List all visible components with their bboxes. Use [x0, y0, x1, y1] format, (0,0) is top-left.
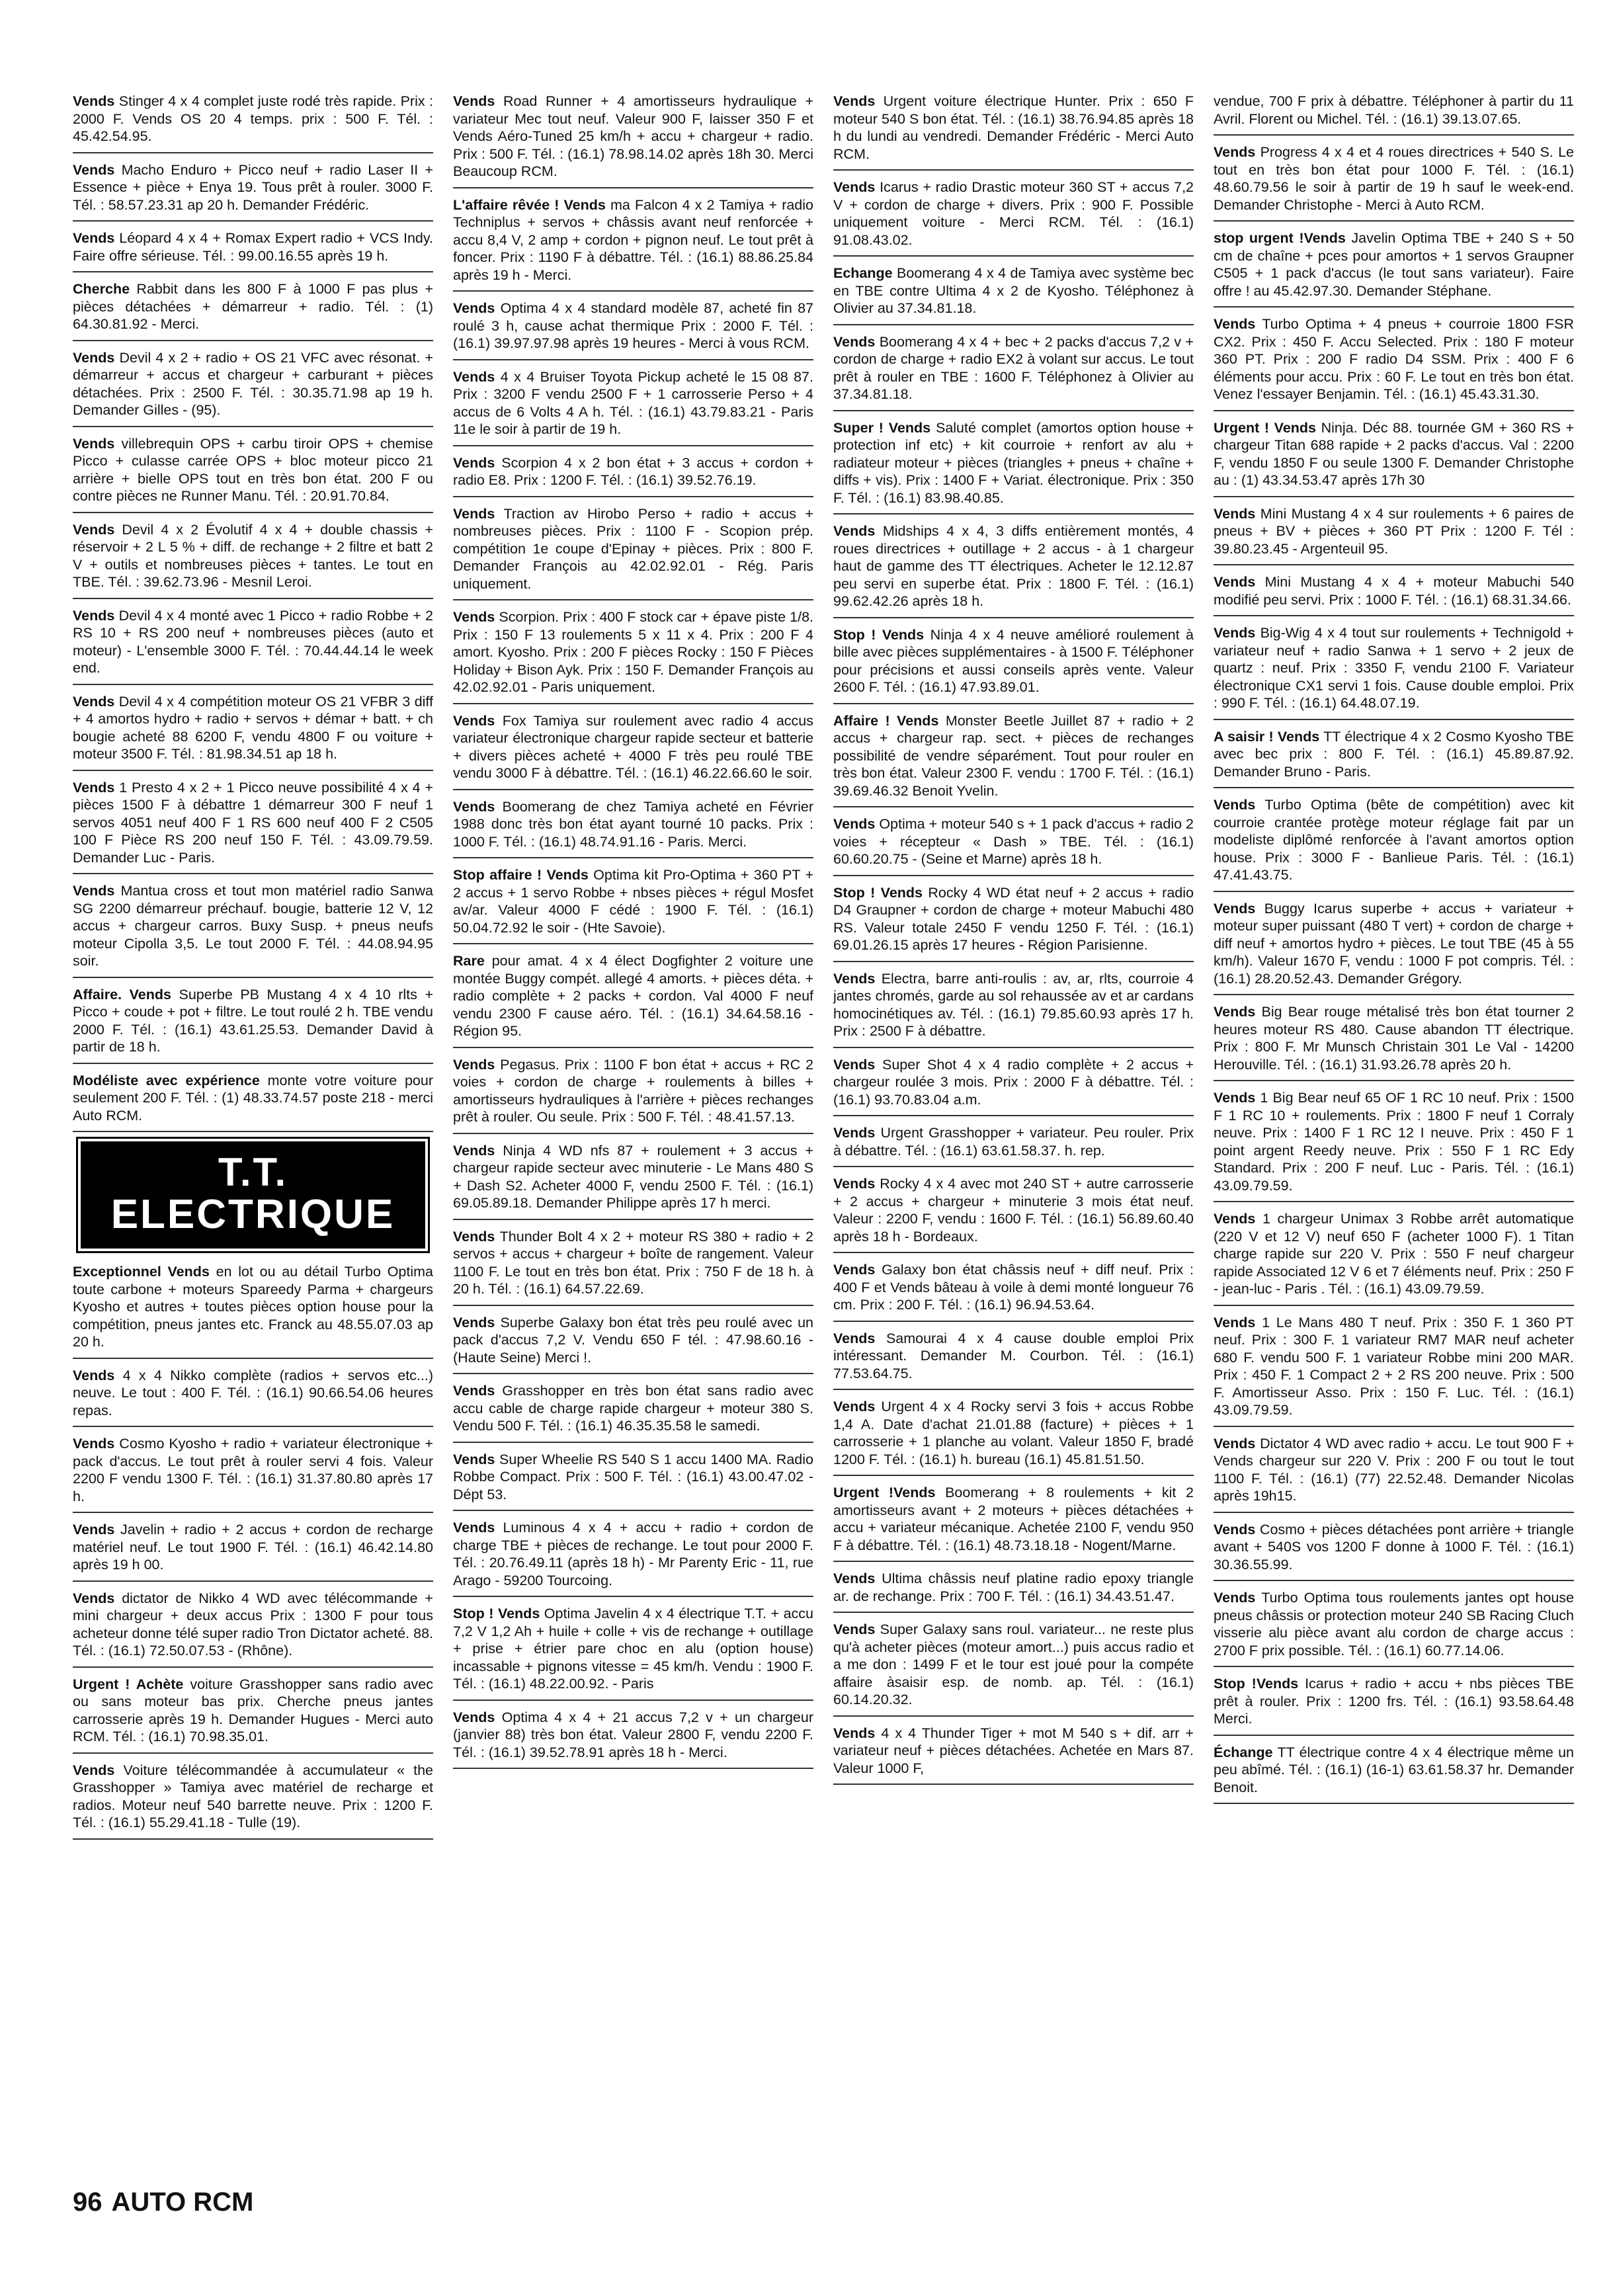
ad-lead: Vends — [73, 1436, 115, 1452]
classified-ad — [833, 626, 1194, 704]
classified-ad — [453, 798, 813, 859]
ad-text: Ultima châssis neuf platine radio epoxy triangle ar. de rechange. Prix : 700 F. Tél. : (16.1) 34.43.51.47. — [833, 1571, 1194, 1604]
ad-text: Javelin Optima TBE + 240 S + 50 cm de chaîne + pces pour amortos + 1 servos Graupner C505 + 1 pack d'accus (le tout sans variateur). Faire offre ! au 45.42.97.30. Demander Stéphane. — [1214, 230, 1574, 299]
ad-text: Boomerang 4 x 4 de Tamiya avec système bec en TBE contre Ultima 4 x 2 de Kyosho. Téléphonez à Olivier au 37.34.81.18. — [833, 265, 1194, 316]
ad-text: ma Falcon 4 x 2 Tamiya + radio Techniplus + servos + châssis avant neuf renforcée + accu 8,4 V, 2 amp + cordon + pignon neuf. Le tout prêt à foncer. Prix : 1190 F à débattre. Tél. : (16.1) 88.86.25.84 après 19 h - Merci. — [453, 196, 813, 283]
ad-text: Dictator 4 WD avec radio + accu. Le tout 900 F + Vends chargeur sur 220 V. Prix : 200 F ou tout le tout 1100 F. Tél. : (16.1) (77) 22.52.48. Demander Nicolas après 19h15. — [1214, 1435, 1574, 1504]
ad-lead: Vends — [833, 1725, 876, 1741]
ad-lead: Urgent ! Achète — [73, 1676, 184, 1692]
ad-text: Traction av Hirobo Perso + radio + accus + nombreuses pièces. Prix : 1100 F - Scopion prép. compétition 1e coupe d'Epinay + pièces. Prix : 800 F. Demander François au 42.02.92.01 - Rég. Paris uniquement. — [453, 505, 813, 592]
ad-lead: Vends — [833, 1399, 876, 1414]
classified-ad — [833, 1124, 1194, 1167]
classified-ad — [453, 608, 813, 704]
classified-ad — [453, 368, 813, 446]
ad-text: Road Runner + 4 amortisseurs hydraulique + variateur Mec tout neuf. Valeur 900 F, laisser 350 F et Vends Aéro-Tuned 25 km/h + accu + chargeur + radio. Prix : 500 F. Tél. : (16.1) 78.98.14.02 après 18h 30. Merci Beaucoup RCM. — [453, 93, 813, 179]
classified-ad — [453, 712, 813, 790]
ad-text: Icarus + radio Drastic moteur 360 ST + accus 7,2 V + cordon de charge + divers. Prix : 900 F. Possible uniquement voiture - Merci RCM. Tél. : (16.1) 91.08.43.02. — [833, 179, 1194, 248]
ad-columns — [73, 93, 1574, 2169]
classified-ad — [73, 882, 433, 978]
classified-ad — [833, 1621, 1194, 1717]
ad-lead: A saisir ! Vends — [1214, 728, 1320, 745]
ad-text: Big Bear rouge métalisé très bon état tourner 2 heures moteur RS 480. Cause abandon TT électrique. Prix : 800 F. Mr Munsch Christain 301 Le Val - 14200 Herouville. Tél. : (16.1) 31.93.26.78 après 20 h. — [1214, 1004, 1574, 1073]
ad-text: Optima kit Pro-Optima + 360 PT + 2 accus + 1 servo Robbe + nbses pièces + régul Mosfet av/ar. Valeur 4000 F cédé : 1900 F. Tél. : (16.1) 50.04.72.92 le soir - (Hte Savoie). — [453, 867, 813, 936]
ad-lead: Vends — [1214, 625, 1256, 641]
classified-ad — [1214, 1675, 1574, 1736]
ad-column-3 — [833, 93, 1194, 2169]
ad-lead: Vends — [453, 505, 495, 522]
classified-ad — [73, 280, 433, 341]
ad-lead: Modéliste avec expérience — [73, 1072, 260, 1088]
classified-ad — [453, 196, 813, 292]
ad-lead: Vends — [73, 349, 115, 366]
ad-lead: Vends — [453, 1142, 495, 1159]
section-banner — [81, 1141, 425, 1249]
ad-lead: Rare — [453, 953, 485, 969]
ad-lead: Vends — [453, 93, 495, 109]
classified-ad — [833, 333, 1194, 411]
ad-column-2 — [453, 93, 813, 2169]
classified-ad — [833, 93, 1194, 171]
classified-ad — [73, 521, 433, 599]
ad-text: Cosmo Kyosho + radio + variateur électronique + pack d'accus. Le tout prêt à rouler servi 4 fois. Valeur 2200 F vendu 1300 F. Tél. : (16.1) 31.37.80.80 après 17 h. — [73, 1436, 433, 1504]
ad-text: Monster Beetle Juillet 87 + radio + 2 accus + chargeur rap. sect. + pièces de rechanges possibilité de vendre séparément. Tout pour rouler en très bon état. Valeur 2300 F. vendu : 1700 F. Tél. : (16.1) 39.69.46.32 Benoit Yvelin. — [833, 712, 1194, 799]
classified-ad — [453, 454, 813, 497]
ad-text: pour amat. 4 x 4 élect Dogfighter 2 voiture une montée Buggy compét. allegé 4 amorts. + pièces déta. + radio complète + 2 packs + cordon. Val 4000 F neuf vendu 2300 F cause aéro. Tél. : (16.1) 34.64.58.16 - Région 95. — [453, 953, 813, 1039]
classified-ad — [1214, 1744, 1574, 1805]
ad-text: 1 Presto 4 x 2 + 1 Picco neuve possibilité 4 x 4 + pièces 1500 F à débattre 1 démarreur 300 F neuf 1 servos 4051 neuf 400 F 1 RS 600 neuf 400 F 2 C505 100 F Pièce RS 200 neuf 150 F. Tél. : 43.09.79.59. Demander Luc - Paris. — [73, 779, 433, 866]
classified-ad — [833, 970, 1194, 1048]
ad-text: Electra, barre anti-roulis : av, ar, rlts, courroie 4 jantes chromés, garde au sol rehaussée av et ar cardans homocinétiques av. Tél. : (16.1) 79.85.60.93 après 17 h. Prix : 2500 F à débattre. — [833, 970, 1194, 1039]
classified-ad — [73, 1590, 433, 1668]
classified-ad — [73, 1072, 433, 1133]
classified-ad — [833, 1484, 1194, 1562]
ad-text: Boomerang 4 x 4 + bec + 2 packs d'accus 7,2 v + cordon de charge + radio EX2 à volant sur accus. Le tout prêt à rouler en TBE : 1600 F. Téléphonez à Olivier au 37.34.81.18. — [833, 333, 1194, 402]
ad-text: Mantua cross et tout mon matériel radio Sanwa SG 2200 démarreur préchauf. bougie, batterie 12 V, 12 accus + chargeur carros. Buxy Susp. + pneus neufs moteur Cipolla 3,5. Le tout 2000 F. Tél. : 44.08.94.95 soir. — [73, 883, 433, 969]
classified-ad — [73, 1367, 433, 1428]
ad-lead: Vends — [833, 1176, 876, 1192]
ad-lead: Vends — [833, 1571, 876, 1586]
ad-text: Mini Mustang 4 x 4 + moteur Mabuchi 540 modifié peu servi. Prix : 1000 F. Tél. : (16.1) 68.31.34.66. — [1214, 574, 1574, 608]
ad-lead: Vends — [453, 1709, 495, 1725]
ad-lead: Exceptionnel Vends — [73, 1264, 210, 1280]
ad-lead: Vends — [73, 883, 115, 899]
classified-ad — [73, 435, 433, 513]
classified-ad — [833, 1398, 1194, 1476]
ad-text: Super Galaxy sans roul. variateur... ne reste plus qu'à acheter pièces (moteur amort...) puis accus radio et a me don : 1499 F et le tour est joué pour la compéte affaire àsaisir esp. de nomb. ap. Tél. : (16.1) 60.14.20.32. — [833, 1621, 1194, 1707]
ad-lead: Vends — [73, 1762, 115, 1778]
ad-text: Optima + moteur 540 s + 1 pack d'accus + radio 2 voies + récepteur « Dash » TBE. Tél. : (16.1) 60.60.20.75 - (Seine et Marne) après 18 h. — [833, 816, 1194, 867]
ad-lead: Vends — [453, 712, 495, 729]
ad-lead: Stop ! Vends — [833, 884, 923, 901]
classified-ad — [453, 1519, 813, 1597]
ad-text: vendue, 700 F prix à débattre. Téléphoner à partir du 11 Avril. Florent ou Michel. Tél. : (16.1) 39.13.07.65. — [1214, 93, 1574, 127]
ad-text: Devil 4 x 2 + radio + OS 21 VFC avec résonat. + démarreur + accus et chargeur + carburant + pièces détachées. Prix : 2500 F. Tél. : 30.35.71.98 ap 19 h. Demander Gilles - (95). — [73, 349, 433, 418]
classified-ad — [1214, 796, 1574, 892]
classified-ad — [73, 229, 433, 272]
ad-text: Voiture télécommandée à accumulateur « the Grasshopper » Tamiya avec matériel de recharge et radios. Moteur neuf 540 barrette neuve. Prix : 1200 F. Tél. : (16.1) 55.29.41.18 - Tulle (19). — [73, 1762, 433, 1830]
ad-text: Mini Mustang 4 x 4 sur roulements + 6 paires de pneus + BV + pièces + 360 PT Prix : 1200 F. Tél : 39.80.23.45 - Argenteuil 95. — [1214, 505, 1574, 557]
classified-ad — [833, 712, 1194, 808]
ad-text: Devil 4 x 4 monté avec 1 Picco + radio Robbe + 2 RS 10 + RS 200 neuf + nombreuses pièces (auto et moteur) - L'ensemble 3000 F. Tél. : 70.44.44.14 le week end. — [73, 607, 433, 676]
classified-ad — [833, 522, 1194, 618]
classified-ad — [1214, 93, 1574, 136]
ad-lead: Vends — [453, 454, 495, 471]
ad-text: Scorpion 4 x 2 bon état + 3 accus + cordon + radio E8. Prix : 1200 F. Tél. : (16.1) 39.52.76.19. — [453, 454, 813, 488]
ad-lead: Vends — [833, 333, 876, 350]
ad-text: Boomerang de chez Tamiya acheté en Février 1988 donc très bon état ayant tourné 10 packs. Prix : 1000 F. Tél. : (16.1) 48.74.91.16 - Paris. Merci. — [453, 798, 813, 850]
ad-lead: Urgent !Vends — [833, 1485, 936, 1500]
classified-ad — [1214, 1435, 1574, 1513]
ad-text: Léopard 4 x 4 + Romax Expert radio + VCS Indy. Faire offre sérieuse. Tél. : 99.00.16.55 après 19 h. — [73, 230, 433, 264]
classified-ad — [1214, 1003, 1574, 1081]
ad-text: Rabbit dans les 800 F à 1000 F pas plus + pièces détachées + démarreur + radio. Tél. : (1) 64.30.81.92 - Merci. — [73, 281, 433, 332]
ad-text: Fox Tamiya sur roulement avec radio 4 accus variateur électronique chargeur rapide secteur et batterie + divers pièces acheté + 4000 F très peu roulé TBE vendu 3000 F à débattre. Tél. : (16.1) 46.22.66.60 le soir. — [453, 712, 813, 781]
ad-text: Thunder Bolt 4 x 2 + moteur RS 380 + radio + 2 servos + accus + chargeur + boîte de rangement. Valeur 1100 F. Le tout en très bon état. Prix : 750 F de 18 h. à 20 h. Tél. : (16.1) 64.57.22.69. — [453, 1228, 813, 1297]
ad-text: monte votre voiture pour seulement 200 F. Tél. : (1) 48.33.74.57 poste 218 - merci Auto RCM. — [73, 1072, 433, 1124]
ad-lead: Vends — [453, 798, 495, 815]
ad-lead: Vends — [833, 1262, 876, 1278]
ad-text: Rocky 4 WD état neuf + 2 accus + radio D4 Graupner + cordon de charge + moteur Mabuchi 480 RS. Valeur totale 2450 F vendu 1250 F. Tél. : (16.1) 69.01.26.15 après 17 heures - Région Parisienne. — [833, 884, 1194, 953]
ad-lead: Cherche — [73, 281, 130, 297]
ad-text: TT électrique contre 4 x 4 électrique même un peu abîmé. Tél. : (16.1) (16-1) 63.61.58.37 hr. Demander Benoit. — [1214, 1744, 1574, 1795]
ad-text: 4 x 4 Nikko complète (radios + servos etc...) neuve. Le tout : 400 F. Tél. : (16.1) 90.66.54.06 heures repas. — [73, 1367, 433, 1418]
ad-lead: Vends — [833, 816, 876, 832]
classified-ad — [833, 1570, 1194, 1613]
classified-ad — [453, 1709, 813, 1770]
page-footer — [73, 2182, 253, 2222]
ad-text: Saluté complet (amortos option house + protection inf etc) + kit courroie + renfort av alu + radiateur moteur + pièces (triangles + pneus + chaîne + diffs + vis). Prix : 1400 F + Variat. électronique. Prix : 350 F. Tél. : (16.1) 83.98.40.85. — [833, 419, 1194, 506]
ad-text: Super Wheelie RS 540 S 1 accu 1400 MA. Radio Robbe Compact. Prix : 500 F. Tél. : (16.1) 43.00.47.02 - Dépt 53. — [453, 1451, 813, 1502]
classified-ad — [453, 300, 813, 360]
classified-ad — [453, 1314, 813, 1375]
ad-lead: Vends — [453, 609, 495, 625]
ad-lead: Vends — [1214, 900, 1256, 917]
classified-ad — [73, 779, 433, 875]
classified-ad — [453, 1382, 813, 1443]
ad-lead: Vends — [453, 1383, 495, 1399]
ad-text: Ninja 4 x 4 neuve amélioré roulement à bille avec pièces supplémentaires - à 1500 F. Téléphoner pour précisions et aussi conseils après vente. Valeur 2600 F. Tél. : (16.1) 47.93.89.01. — [833, 626, 1194, 695]
classified-ad — [1214, 1089, 1574, 1202]
ad-column-4 — [1214, 93, 1574, 2169]
ad-lead: Affaire. Vends — [73, 986, 171, 1003]
classified-ad — [833, 1725, 1194, 1785]
ad-text: 1 chargeur Unimax 3 Robbe arrêt automatique (220 V et 12 V) neuf 650 F (acheter 1000 F). 1 Titan charge rapide sur 220 V. Prix : 550 F neuf chargeur rapide Associated 12 V 6 et 7 éléments neuf. Prix : 250 F - jean-luc - Paris . Tél. : (16.1) 43.09.79.59. — [1214, 1211, 1574, 1297]
ad-text: Stinger 4 x 4 complet juste rodé très rapide. Prix : 2000 F. Vends OS 20 4 temps. prix : 500 F. Tél. : 45.42.54.95. — [73, 93, 433, 144]
classified-ad — [833, 884, 1194, 962]
ad-text: Urgent Grasshopper + variateur. Peu rouler. Prix à débattre. Tél. : (16.1) 63.61.58.37. h. rep. — [833, 1125, 1194, 1159]
ad-lead: Vends — [1214, 505, 1256, 522]
classified-ad — [73, 161, 433, 222]
section-banner-line2: ELECTRIQUE — [110, 1192, 395, 1237]
classified-ad — [1214, 728, 1574, 789]
ad-lead: Vends — [73, 1367, 115, 1383]
classified-ad — [453, 93, 813, 188]
ad-lead: Vends — [73, 607, 115, 624]
classified-ad — [833, 1330, 1194, 1391]
ad-text: Super Shot 4 x 4 radio complète + 2 accus + chargeur roulée 3 mois. Prix : 2000 F à débattre. Tél. : (16.1) 93.70.83.04 a.m. — [833, 1056, 1194, 1108]
ad-text: Midships 4 x 4, 3 diffs entièrement montés, 4 roues directrices + outillage + 2 accus - à 1 chargeur haut de gamme des TT électriques. Acheter le 12.12.87 peu servi en superbe état. Prix : 1800 F. Tél. : (16.1) 99.62.42.26 après 18 h. — [833, 523, 1194, 609]
ad-text: 4 x 4 Bruiser Toyota Pickup acheté le 15 08 87. Prix : 3200 F vendu 2500 F + 1 carrosserie Perso + 4 accus de 6 Volts 4 A h. Tél. : (16.1) 43.79.83.21 - Paris 11e le soir à partir de 19 h. — [453, 368, 813, 437]
page-number: 96 — [73, 2188, 103, 2217]
classified-ad — [1214, 505, 1574, 566]
ad-text: Buggy Icarus superbe + accus + variateur + moteur super puissant (480 T vert) + cordon de charge + diff neuf + amortos hydro + pièces. Le tout TBE (45 à 55 km/h). Valeur 1670 F, vendu : 1000 F pot compris. Tél. : (16.1) 28.20.52.43. Demander Grégory. — [1214, 900, 1574, 987]
ad-lead: Vends — [833, 1621, 876, 1637]
ad-text: Superbe Galaxy bon état très peu roulé avec un pack d'accus 7,2 V. Vendu 650 F tél. : 47.98.60.16 - (Haute Seine) Merci !. — [453, 1314, 813, 1366]
ad-text: Devil 4 x 2 Évolutif 4 x 4 + double chassis + réservoir + 2 L 5 % + diff. de rechange + 2 filtre et batt 2 V + outils et nombreuses pièces + tantes. Le tout en TBE. Tél. : 39.62.73.96 - Mesnil Leroi. — [73, 521, 433, 590]
classified-ad — [73, 693, 433, 771]
ad-text: Galaxy bon état châssis neuf + diff neuf. Prix : 400 F et Vends bâteau à voile à demi monté longueur 76 cm. Prix : 200 F. Tél. : (16.1) 96.94.53.64. — [833, 1262, 1194, 1313]
ad-text: Pegasus. Prix : 1100 F bon état + accus + RC 2 voies + cordon de charge + roulements à billes + amortisseurs hydrauliques à l'arrière + pièces rechanges prêt à rouler. Ou seule. Prix : 500 F. Tél. : 48.41.57.13. — [453, 1056, 813, 1125]
ad-lead: Vends — [73, 693, 115, 710]
ad-text: Turbo Optima (bête de compétition) avec kit courroie crantée protège moteur réglage fait par un modeliste diplômé renforcée à l'avant amortos option house. Prix : 3000 F - Banlieue Paris. Tél. : (16.1) 47.41.43.75. — [1214, 797, 1574, 883]
ad-lead: Vends — [73, 779, 115, 796]
classified-ad — [1214, 573, 1574, 616]
ad-text: 1 Le Mans 480 T neuf. Prix : 350 F. 1 360 PT neuf. Prix : 300 F. 1 variateur RM7 MAR neuf acheter 680 F. vendu 500 F. 1 variateur Robbe mini 200 MAR. Prix : 450 F. 1 Compact 2 + 2 RS 200 neuve. Prix : 500 F. Amortisseur Asso. Prix : 150 F. Luc. Tél. : (16.1) 43.09.79.59. — [1214, 1314, 1574, 1418]
ad-lead: Vends — [1214, 1211, 1256, 1227]
ad-lead: Stop ! Vends — [833, 626, 925, 643]
ad-text: Urgent 4 x 4 Rocky servi 3 fois + accus Robbe 1,4 A. Date d'achat 21.01.88 (facture) + pièces + 1 carrosserie + 1 planche au volant. Valeur 1850 F, bradé 1200 F. Tél. : (16.1) h. bureau (16.1) 45.81.51.50. — [833, 1399, 1194, 1467]
ad-text: Superbe PB Mustang 4 x 4 10 rlts + Picco + coude + pot + filtre. Le tout roulé 2 h. TBE vendu 2000 F. Tél. : (16.1) 43.61.25.53. Demander David à partir de 18 h. — [73, 986, 433, 1055]
ad-text: Ninja. Déc 88. tournée GM + 360 RS + chargeur Titan 688 rapide + 2 packs d'accus. Val : 2200 F, vendu 1850 F ou seule 1300 F. Demander Christophe au : (1) 43.34.53.47 après 17h 30 — [1214, 419, 1574, 488]
classified-ad — [833, 1175, 1194, 1253]
classified-ad — [1214, 315, 1574, 411]
classified-ad — [453, 952, 813, 1048]
ad-lead: Vends — [833, 93, 876, 109]
ad-text: Rocky 4 x 4 avec mot 240 ST + autre carrosserie + 2 accus + chargeur + minuterie 3 mois état neuf. Valeur : 2200 F, vendu : 1600 F. Tél. : (16.1) 56.89.60.40 après 18 h - Bordeaux. — [833, 1176, 1194, 1245]
ad-text: TT électrique 4 x 2 Cosmo Kyosho TBE avec bec prix : 800 F. Tél. : (16.1) 45.89.87.92. Demander Bruno - Paris. — [1214, 728, 1574, 780]
ad-lead: Vends — [73, 1590, 115, 1606]
classified-ad — [833, 1261, 1194, 1322]
ad-lead: Vends — [833, 1125, 876, 1141]
classified-ad — [73, 1762, 433, 1840]
ad-text: voiture Grasshopper sans radio avec ou sans moteur bas prix. Cherche pneus jantes carrosserie après 19 h. Demander Hugues - Merci auto RCM. Tél. : (16.1) 70.98.35.01. — [73, 1676, 433, 1744]
ad-lead: stop urgent !Vends — [1214, 230, 1346, 246]
ad-lead: Vends — [73, 1522, 115, 1538]
classified-ad — [453, 1228, 813, 1306]
ad-lead: Échange — [1214, 1744, 1273, 1760]
ad-lead: Vends — [73, 161, 115, 178]
ad-text: Optima 4 x 4 standard modèle 87, acheté fin 87 roulé 3 h, cause achat thermique Prix : 2000 F. Tél. : (16.1) 39.97.97.98 après 19 heures - Merci à vous RCM. — [453, 300, 813, 351]
ad-text: Boomerang + 8 roulements + kit 2 amortisseurs avant + 2 moteurs + pièces détachées + accu + variateur mécanique. Achetée 2100 F, vendu 950 F à débattre. Tél. : (16.1) 48.73.18.18 - Nogent/Marne. — [833, 1485, 1194, 1553]
ad-lead: Vends — [833, 523, 876, 539]
ad-lead: Vends — [833, 179, 876, 195]
ad-lead: Vends — [1214, 316, 1256, 332]
classified-ad — [453, 1451, 813, 1512]
classified-ad — [833, 815, 1194, 876]
classified-ad — [1214, 900, 1574, 996]
ad-text: dictator de Nikko 4 WD avec télécommande + mini chargeur + deux accus Prix : 1300 F pour tous acheteur donne télé super radio Tron Dictator acheté. 88. Tél. : (16.1) 72.50.07.53 - (Rhône). — [73, 1590, 433, 1659]
classified-ad — [453, 866, 813, 944]
classified-ad — [73, 986, 433, 1064]
ad-lead: Super ! Vends — [833, 419, 931, 436]
ad-lead: Vends — [1214, 144, 1256, 160]
classified-ad — [833, 419, 1194, 515]
section-banner-line1: T.T. — [218, 1150, 288, 1194]
ad-lead: Echange — [833, 265, 893, 281]
ad-lead: Vends — [1214, 1004, 1256, 1020]
ad-lead: Vends — [1214, 1090, 1256, 1106]
ad-lead: L'affaire rêvée ! Vends — [453, 196, 606, 213]
ad-lead: Vends — [453, 1314, 495, 1331]
classified-ad — [1214, 419, 1574, 497]
ad-text: Samourai 4 x 4 cause double emploi Prix intéressant. Demander M. Courbon. Tél. : (16.1) 77.53.64.75. — [833, 1330, 1194, 1381]
ad-lead: Vends — [453, 1520, 495, 1536]
ad-text: Devil 4 x 4 compétition moteur OS 21 VFBR 3 diff + 4 amortos hydro + radio + servos + démar + batt. + ch bougie acheté 88 6200 F, vendu 4800 F ou voiture + moteur 3500 F. Tél. : 81.98.34.51 ap 18 h. — [73, 693, 433, 762]
ad-lead: Vends — [1214, 574, 1256, 590]
classified-ad — [1214, 144, 1574, 222]
ad-text: Optima 4 x 4 + 21 accus 7,2 v + un chargeur (janvier 88) très bon état. Valeur 2800 F, vendu 2200 F. Tél. : (16.1) 39.52.78.91 après 18 h - Merci. — [453, 1709, 813, 1760]
ad-text: Scorpion. Prix : 400 F stock car + épave piste 1/8. Prix : 150 F 13 roulements 5 x 11 x 4. Prix : 200 F 4 amort. Kyosho. Prix : 200 F pièces Rocky : 150 F Pièces Holiday + Bison Ayk. Prix : 150 F. Demander François au 42.02.92.01 - Paris uniquement. — [453, 609, 813, 695]
ad-lead: Urgent ! Vends — [1214, 419, 1316, 436]
ad-lead: Vends — [1214, 1314, 1256, 1331]
magazine-name: AUTO RCM — [111, 2188, 254, 2217]
classified-ad — [1214, 624, 1574, 720]
ad-text: Cosmo + pièces détachées pont arrière + triangle avant + 540S vos 1200 F donne à 1000 F. Tél. : (16.1) 30.36.55.99. — [1214, 1521, 1574, 1573]
classified-ad — [453, 1142, 813, 1220]
ad-text: Grasshopper en très bon état sans radio avec accu cable de charge rapide chargeur + moteur 380 S. Vendu 500 F. Tél. : (16.1) 46.35.35.58 le samedi. — [453, 1383, 813, 1434]
ad-text: en lot ou au détail Turbo Optima toute carbone + moteurs Spareedy Parma + chargeurs Kyosho et autres + toutes pièces option house pour la compétition, pneus jantes etc. Franck au 48.55.07.03 ap 20 h. — [73, 1264, 433, 1350]
ad-column-1 — [73, 93, 433, 2169]
ad-lead: Affaire ! Vends — [833, 712, 939, 729]
classified-ad — [73, 93, 433, 153]
ad-lead: Vends — [453, 1451, 495, 1467]
ad-lead: Stop affaire ! Vends — [453, 867, 589, 883]
ad-text: Icarus + radio + accu + nbs pièces TBE prêt à rouler. Prix : 1200 frs. Tél. : (16.1) 93.58.64.48 Merci. — [1214, 1676, 1574, 1727]
classified-ad — [833, 179, 1194, 257]
ad-lead: Vends — [1214, 1590, 1256, 1606]
ad-lead: Vends — [453, 300, 495, 316]
classified-ad — [73, 607, 433, 685]
ad-lead: Vends — [833, 1056, 876, 1073]
classified-ad — [833, 265, 1194, 325]
ad-lead: Vends — [453, 368, 495, 385]
ad-lead: Vends — [833, 970, 876, 987]
ad-lead: Vends — [73, 230, 115, 246]
ad-lead: Vends — [453, 1228, 495, 1245]
classified-ad — [73, 1521, 433, 1582]
classified-ad — [1214, 1314, 1574, 1427]
ad-text: Big-Wig 4 x 4 tout sur roulements + Technigold + variateur neuf + radio Sanwa + 1 servo + 2 jeux de quartz : neuf. Prix : 3350 F, vendu 2100 F. Variateur électronique CX1 servi 1 fois. Cause double emploi. Prix : 990 F. Tél. : (16.1) 64.48.07.19. — [1214, 625, 1574, 711]
ad-text: Luminous 4 x 4 + accu + radio + cordon de charge TBE + pièces de rechange. Le tout pour 2000 F. Tél. : 20.76.49.11 (après 18 h) - Mr Parenty Eric - 11, rue Arago - 59200 Tourcoing. — [453, 1520, 813, 1588]
ad-text: Macho Enduro + Picco neuf + radio Laser II + Essence + pièce + Enya 19. Tous prêt à rouler. 3000 F. Tél. : 58.57.23.31 ap 20 h. Demander Frédéric. — [73, 161, 433, 213]
classified-ad — [73, 1263, 433, 1359]
ad-text: Ninja 4 WD nfs 87 + roulement + 3 accus + chargeur rapide secteur avec minuterie - Le Mans 480 S + Dash S2. Acheter 4000 F, vendu 2500 F. Tél. : (16.1) 69.05.89.18. Demander Philippe après 17 h merci. — [453, 1142, 813, 1211]
ad-lead: Vends — [73, 521, 115, 538]
classified-ad — [73, 349, 433, 427]
ad-lead: Stop ! Vends — [453, 1606, 540, 1621]
ad-lead: Stop !Vends — [1214, 1676, 1299, 1692]
ad-lead: Vends — [453, 1056, 495, 1073]
ad-text: Optima Javelin 4 x 4 électrique T.T. + accu 7,2 V 1,2 Ah + huile + colle + vis de rechange + outillage + prise + étrier pare choc en alu (option house) incassable + pignons vitesse = 45 km/h. Vendu : 1900 F. Tél. : (16.1) 48.22.00.92. - Paris — [453, 1606, 813, 1692]
classified-ad — [453, 1056, 813, 1134]
classified-ad — [453, 505, 813, 601]
classified-ad — [453, 1605, 813, 1701]
classified-ad — [1214, 1521, 1574, 1582]
ad-lead: Vends — [833, 1330, 876, 1346]
classified-ad — [73, 1676, 433, 1754]
ad-text: villebrequin OPS + carbu tiroir OPS + chemise Picco + culasse carrée OPS + bloc moteur picco 21 arrière + bielle OPS tout en très bon état. 200 F ou contre pièces ne Runner Manu. Tél. : 20.91.70.84. — [73, 435, 433, 504]
ad-lead: Vends — [1214, 1435, 1256, 1452]
classified-ad — [73, 1435, 433, 1513]
classified-ad — [833, 1056, 1194, 1117]
classified-ad — [1214, 1589, 1574, 1667]
ad-lead: Vends — [73, 435, 115, 452]
ad-text: 1 Big Bear neuf 65 OF 1 RC 10 neuf. Prix : 1500 F 1 RC 10 + roulements. Prix : 1800 F neuf 1 Corraly neuve. Prix : 1400 F 1 RC 12 I neuve. Prix : 450 F 1 point argent Reedy neuve. Prix : 550 F 1 RC Edy Standard. Prix : 200 F neuf. Luc - Paris. Tél. : (16.1) 43.09.79.59. — [1214, 1090, 1574, 1194]
ad-lead: Vends — [73, 93, 115, 109]
ad-lead: Vends — [1214, 1521, 1256, 1538]
ad-text: Urgent voiture électrique Hunter. Prix : 650 F moteur 540 S bon état. Tél. : (16.1) 38.76.94.85 après 18 h du lundi au vendredi. Demander Frédéric - Merci Auto RCM. — [833, 93, 1194, 162]
classified-ad — [1214, 1210, 1574, 1306]
ad-lead: Vends — [1214, 797, 1256, 813]
ad-text: Turbo Optima + 4 pneus + courroie 1800 FSR CX2. Prix : 450 F. Accu Selected. Prix : 180 F moteur 360 PT. Prix : 200 F radio D4 SSM. Prix : 400 F 6 éléments pour accu. Prix : 60 F. Le tout en très bon état. Venez l'essayer Benjamin. Tél. : (16.1) 45.43.31.30. — [1214, 316, 1574, 402]
ad-text: 4 x 4 Thunder Tiger + mot M 540 s + dif. arr + variateur neuf + pièces détachées. Achetée en Mars 87. Valeur 1000 F, — [833, 1725, 1194, 1776]
ad-text: Turbo Optima tous roulements jantes opt house pneus châssis or protection moteur 240 SB Racing Cluch visserie alu pièce avant alu cordon de charge accus : 2700 F prix possible. Tél. : (16.1) 60.77.14.06. — [1214, 1590, 1574, 1659]
classified-ad — [1214, 229, 1574, 308]
ad-text: Progress 4 x 4 et 4 roues directrices + 540 S. Le tout en très bon état pour 1000 F. Tél. : (16.1) 48.60.79.56 le soir à partir de 19 h sauf le week-end. Demander Christophe - Merci à Auto RCM. — [1214, 144, 1574, 213]
ad-text: Javelin + radio + 2 accus + cordon de recharge matériel neuf. Le tout 1900 F. Tél. : (16.1) 46.42.14.80 après 19 h 00. — [73, 1522, 433, 1573]
